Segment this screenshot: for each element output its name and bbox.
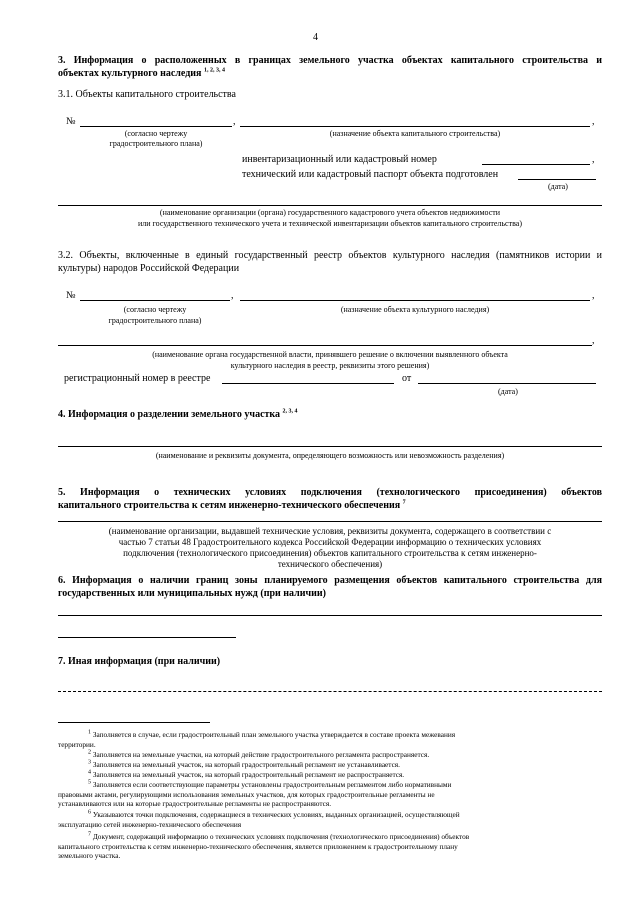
object-purpose-line[interactable]: [240, 126, 590, 127]
comma: ,: [233, 116, 236, 127]
section-7-heading: 7. Иная информация (при наличии): [58, 656, 221, 667]
registry-number-label: регистрационный номер в реестре: [64, 373, 211, 384]
other-info-line[interactable]: [58, 691, 602, 692]
zone-info-line[interactable]: [58, 615, 602, 616]
purpose-caption: (назначение объекта капитального строительства): [329, 129, 501, 138]
org-line[interactable]: [58, 205, 602, 206]
footnote-5: $^5$ Заполняется если соответствующие параметры установлены градостроительным регламентом либо нормативными правовыми актами, регулирующими использования земельных участков, для которых градостроительные регламенты не устанавливаются или на которые градостроительные регламенты не распространяются.: [58, 779, 452, 808]
tech-passport-date-line[interactable]: [518, 179, 596, 180]
tech-conditions-line[interactable]: [58, 521, 602, 522]
footnote-1: $^1$ Заполняется в случае, если градостроительный план земельного участка утверждается в составе проекта межевания территории.: [58, 729, 456, 749]
org-caption: (наименование организации (органа) государственного кадастрового учета объектов недвижимости: [159, 208, 501, 217]
section-6-heading: 6. Информация о наличии границ зоны планируемого размещения объектов капитального строительства для: [58, 575, 602, 586]
footnote-7: $^7$ Документ, содержащий информацию о технических условиях подключения (технологического присоединения) объектов капитального строительства к сетям инженерно-технического обеспечения, является приложением к градостроительному плану земельного участка.: [58, 831, 470, 860]
authority-line[interactable]: [58, 345, 592, 346]
comma: ,: [231, 290, 234, 301]
comma: ,: [592, 154, 595, 165]
section-4-heading: 4. Информация о разделении земельного участка $^{2, 3, 4}$: [58, 408, 298, 420]
cultural-purpose-caption: (назначение объекта культурного наследия): [340, 305, 490, 314]
cultural-number-line[interactable]: [80, 300, 230, 301]
date-caption: (дата): [548, 182, 568, 191]
section-3-heading-cont: объектах культурного наследия $^{1, 2, 3, 4}$: [58, 67, 225, 79]
per-drawing-caption-2: градостроительного плана): [108, 316, 202, 325]
tech-conditions-caption-4: технического обеспечения): [277, 559, 383, 569]
tech-conditions-caption-3: подключения (технологического присоединения) объектов капитального строительства к сетям инженерно-: [123, 548, 537, 558]
authority-caption: (наименование органа государственной власти, принявшего решение о включении выявленного объекта: [152, 350, 508, 359]
section-3-2-title: 3.2. Объекты, включенные в единый государственный реестр объектов культурного наследия (памятников истории и: [58, 250, 602, 261]
section-5-heading-cont: капитального строительства к сетям инженерно-технического обеспечения $^7$: [58, 499, 406, 511]
footnote-separator: [58, 722, 210, 723]
org-caption-2: или государственного технического учета и технической инвентаризации объектов капитального строительства): [137, 219, 522, 228]
page-number: 4: [313, 32, 318, 43]
tech-passport-label: технический или кадастровый паспорт объекта подготовлен: [242, 169, 499, 180]
section-6-heading-cont: государственных или муниципальных нужд (при наличии): [58, 588, 326, 599]
registry-date-line[interactable]: [418, 383, 596, 384]
cultural-purpose-line[interactable]: [240, 300, 590, 301]
per-drawing-caption: (согласно чертежу: [123, 305, 187, 314]
registry-number-line[interactable]: [222, 383, 394, 384]
object-number-line[interactable]: [80, 126, 232, 127]
comma: ,: [592, 116, 595, 127]
per-drawing-caption-2: градостроительного плана): [109, 139, 203, 148]
division-document-line[interactable]: [58, 446, 602, 447]
footnote-2: $^2$ Заполняется на земельные участки, на который действие градостроительного регламента распространяется.: [88, 749, 430, 759]
number-sign: №: [66, 290, 76, 301]
section-5-heading: 5. Информация о технических условиях подключения (технологического присоединения) объектов: [58, 487, 602, 498]
inventory-number-label: инвентаризационный или кадастровый номер: [242, 154, 437, 165]
zone-info-line-2[interactable]: [58, 637, 236, 638]
comma: ,: [592, 335, 595, 346]
section-3-heading: 3. Информация о расположенных в границах земельного участка объектах капитального строительства и: [58, 55, 602, 66]
footnote-6: $^6$ Указываются точки подключения, содержащиеся в технических условиях, выданных организацией, осуществляющей эксплуатацию сетей инженерно-технического обеспечения: [58, 809, 460, 829]
comma: ,: [592, 290, 595, 301]
footnote-3: $^3$ Заполняется на земельный участок, на который градостроительный регламент не устанавливается.: [88, 759, 400, 769]
date-caption: (дата): [498, 387, 518, 396]
footnote-4: $^4$ Заполняется на земельный участок, на который градостроительный регламент не распространяется.: [88, 769, 405, 779]
registry-from-label: от: [402, 373, 412, 384]
division-document-caption: (наименование и реквизиты документа, определяющего возможность или невозможность разделения): [155, 451, 505, 460]
section-3-1-title: 3.1. Объекты капитального строительства: [58, 89, 236, 100]
per-drawing-caption: (согласно чертежу: [124, 129, 188, 138]
tech-conditions-caption: (наименование организации, выдавшей технические условия, реквизиты документа, содержащего в соответствии с: [108, 526, 552, 536]
section-3-2-title-cont: культуры) народов Российской Федерации: [58, 263, 240, 274]
tech-conditions-caption-2: частью 7 статьи 48 Градостроительного кодекса Российской Федерации информацию о технических условиях: [118, 537, 542, 547]
inventory-number-line[interactable]: [482, 164, 590, 165]
authority-caption-2: культурного наследия в реестр, реквизиты этого решения): [230, 361, 430, 370]
number-sign: №: [66, 116, 76, 127]
